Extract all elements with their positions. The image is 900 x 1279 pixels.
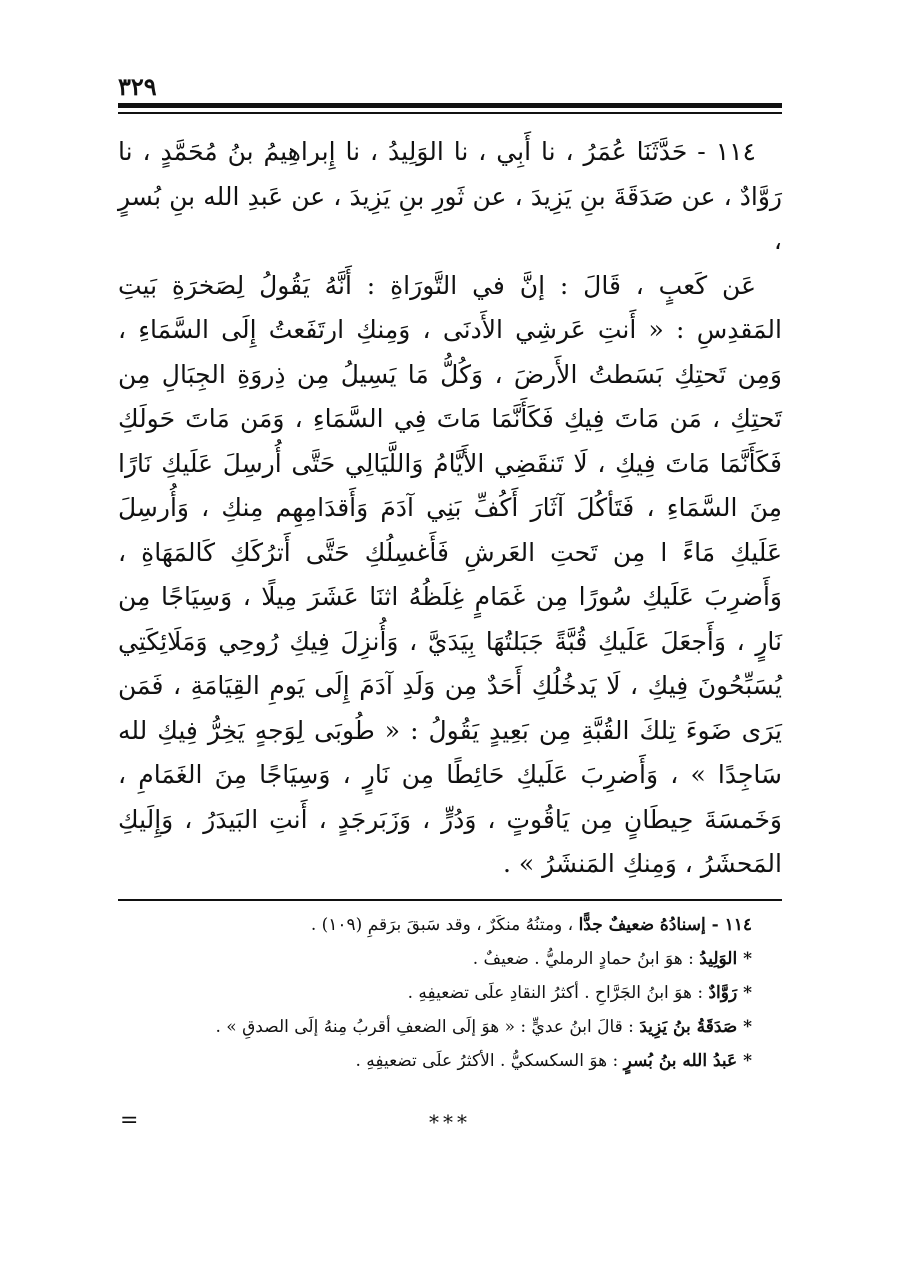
footnote-separator bbox=[118, 899, 782, 901]
hadith-isnad: ١١٤ - حَدَّثَنَا عُمَرُ ، نا أَبِي ، نا الوَلِيدُ ، نا إِبراهِيمُ بنُ مُحَمَّدٍ ، نا رَوَّادٌ ، عن صَدَقَةَ بنِ يَزِيدَ ، عن ثَورِ بنِ يَزِيدَ ، عن عَبدِ الله بنِ بُسرٍ ، bbox=[118, 137, 782, 255]
continuation-mark: = bbox=[120, 1108, 139, 1133]
section-end-stars: *** bbox=[429, 1110, 471, 1134]
footnote-line bbox=[118, 1044, 782, 1078]
footnote-line bbox=[118, 976, 782, 1010]
footnote-text: ، ومتنُهُ منكَرٌ ، وقد سَبقَ برَقمِ (١٠٩) . bbox=[310, 915, 579, 935]
main-text bbox=[118, 130, 782, 887]
footnote-line bbox=[118, 908, 782, 942]
page-number: ٣٢٩ bbox=[118, 72, 157, 101]
hadith-matn: عَن كَعبٍ ، قَالَ : إنَّ في التَّورَاةِ : أَنَّهُ يَقُولُ لِصَخرَةِ بَيتِ المَقدِسِ : « أَنتِ عَرشِي الأَدنَى ، وَمِنكِ ارتَفَعتُ إِلَى السَّمَاءِ ، وَمِن تَحتِكِ بَسَطتُ الأَرضَ ، وَكُلُّ مَا يَسِيلُ مِن ذِروَةِ الجِبَالِ مِن تَحتِكِ ، مَن مَاتَ فِيكِ فَكَأَنَّمَا مَاتَ فِي السَّمَاءِ ، وَمَن مَاتَ حَولَكِ فَكَأَنَّمَا مَاتَ فِيكِ ، لَا تَنقَضِي الأَيَّامُ وَاللَّيَالِي حَتَّى أُرسِلَ عَلَيكِ نَارًا مِنَ السَّمَاءِ ، فَتَأكُلَ آثَارَ أَكُفِّ بَنِي آدَمَ وَأَقدَامِهِم مِنكِ ، وَأُرسِلَ عَلَيكِ مَاءً ا مِن تَحتِ العَرشِ فَأَغسِلُكِ حَتَّى أَترُكَكِ كَالمَهَاةِ ، وَأَضرِبَ عَلَيكِ سُورًا مِن غَمَامٍ غِلَظُهُ اثنَا عَشَرَ مِيلًا ، وَسِيَاجًا مِن نَارٍ ، وَأَجعَلَ عَلَيكِ قُبَّةً جَبَلتُهَا بِيَدَيَّ ، وَأُنزِلَ فِيكِ رُوحِي وَمَلَائِكَتِي يُسَبِّحُونَ فِيكِ ، لَا يَدخُلُكِ أَحَدٌ مِن وَلَدِ آدَمَ إِلَى يَومِ القِيَامَةِ ، فَمَن يَرَى ضَوءَ تِلكَ القُبَّةِ مِن بَعِيدٍ يَقُولُ : « طُوبَى لِوَجهٍ يَخِرُّ فِيكِ لله سَاجِدًا » ، وَأَضرِبَ عَلَيكِ حَائِطًا مِن نَارٍ ، وَسِيَاجًا مِنَ الغَمَامِ ، وَخَمسَةَ حِيطَانٍ مِن يَاقُوتٍ ، وَدُرٍّ ، وَزَبَرجَدٍ ، أَنتِ البَيدَرُ ، وَإِلَيكِ المَحشَرُ ، وَمِنكِ المَنشَرُ » . bbox=[118, 270, 783, 878]
footnote-term: * صَدَقَةُ بنُ يَزِيدَ bbox=[639, 1017, 752, 1037]
footnote-term: * الوَلِيدُ bbox=[699, 949, 752, 969]
footnote-term: * رَوَّادٌ bbox=[708, 983, 752, 1003]
header-rule-thick bbox=[118, 103, 782, 108]
footnote-text: : هوَ ابنُ الجَرَّاحِ . أكثرُ النقادِ علَى تضعيفِهِ . bbox=[407, 983, 709, 1003]
footnote-line bbox=[118, 1010, 782, 1044]
footnote-line bbox=[118, 942, 782, 976]
footnote-text: : هوَ ابنُ حمادٍ الرمليُّ . ضعيفٌ . bbox=[472, 949, 700, 969]
footnote-term: ١١٤ - إسنادُهُ ضعيفٌ جدًّا bbox=[578, 915, 752, 935]
header-rule-thin bbox=[118, 112, 782, 114]
footnote-text: : هوَ السكسكيُّ . الأكثرُ علَى تضعيفِهِ . bbox=[355, 1051, 624, 1071]
footnotes bbox=[118, 908, 782, 1078]
footnote-term: * عَبدُ الله بنُ بُسرٍ bbox=[623, 1051, 752, 1071]
footnote-text: : قالَ ابنُ عديٍّ : « هوَ إلَى الضعفِ أقربُ مِنهُ إلَى الصدقِ » . bbox=[215, 1017, 640, 1037]
